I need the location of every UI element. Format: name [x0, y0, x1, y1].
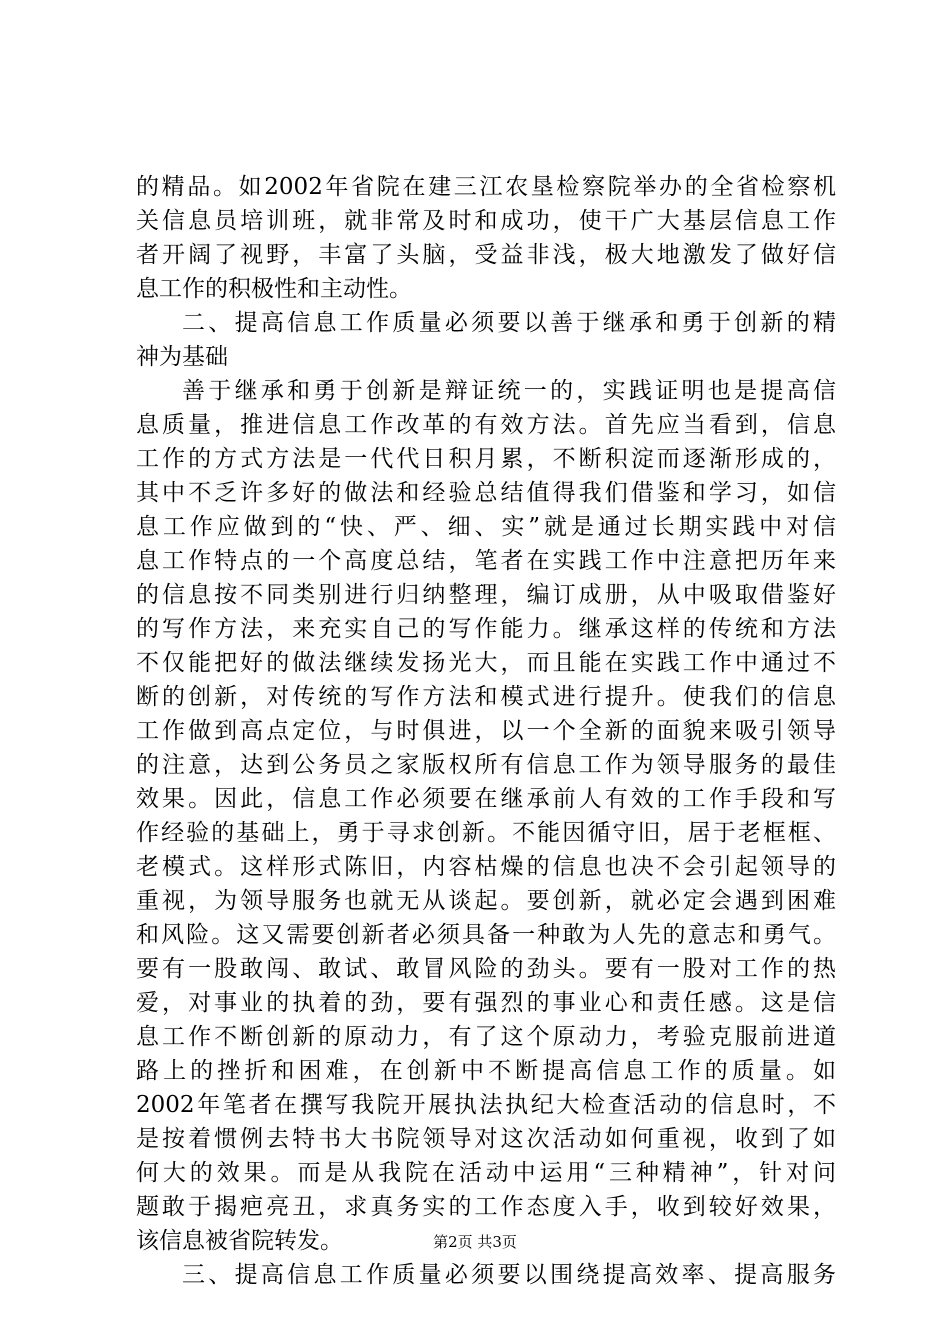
- text-line: 题敢于揭疤亮丑，求真务实的工作态度入手，收到较好效果，: [136, 1194, 836, 1220]
- text-line: 作经验的基础上，勇于寻求创新。不能因循守旧，居于老框框、: [136, 820, 836, 846]
- text-line: 何大的效果。而是从我院在活动中运用“三种精神”，针对问: [136, 1160, 836, 1186]
- text-line: 三、提高信息工作质量必须要以围绕提高效率、提高服务: [182, 1262, 836, 1288]
- text-line: 工作做到高点定位，与时俱进，以一个全新的面貌来吸引领导: [136, 718, 836, 744]
- text-line: 的精品。如2002年省院在建三江农垦检察院举办的全省检察机: [136, 174, 836, 200]
- text-line: 息工作的积极性和主动性。: [136, 276, 412, 302]
- text-line: 是按着惯例去特书大书院领导对这次活动如何重视，收到了如: [136, 1126, 836, 1152]
- text-line: 断的创新，对传统的写作方法和模式进行提升。使我们的信息: [136, 684, 836, 710]
- page-footer: 第2页 共3页: [433, 1233, 517, 1251]
- text-line: 不仅能把好的做法继续发扬光大，而且能在实践工作中通过不: [136, 650, 836, 676]
- text-line: 工作的方式方法是一代代日积月累，不断积淀而逐渐形成的，: [136, 446, 836, 472]
- text-line: 重视，为领导服务也就无从谈起。要创新，就必定会遇到困难: [136, 888, 836, 914]
- text-line: 爱，对事业的执着的劲，要有强烈的事业心和责任感。这是信: [136, 990, 836, 1016]
- text-line: 关信息员培训班，就非常及时和成功，使干广大基层信息工作: [136, 208, 836, 234]
- text-line: 神为基础: [136, 344, 228, 370]
- text-line: 的信息按不同类别进行归纳整理，编订成册，从中吸取借鉴好: [136, 582, 836, 608]
- text-line: 息质量，推进信息工作改革的有效方法。首先应当看到，信息: [136, 412, 836, 438]
- text-line: 息工作不断创新的原动力，有了这个原动力，考验克服前进道: [136, 1024, 836, 1050]
- text-line: 二、提高信息工作质量必须要以善于继承和勇于创新的精: [182, 310, 836, 336]
- text-line: 其中不乏许多好的做法和经验总结值得我们借鉴和学习，如信: [136, 480, 836, 506]
- text-line: 善于继承和勇于创新是辩证统一的，实践证明也是提高信: [182, 378, 836, 404]
- document-body: [136, 170, 836, 1292]
- text-line: 和风险。这又需要创新者必须具备一种敢为人先的意志和勇气。: [136, 922, 836, 948]
- text-line: 该信息被省院转发。: [136, 1228, 343, 1254]
- text-line: 老模式。这样形式陈旧，内容枯燥的信息也决不会引起领导的: [136, 854, 836, 880]
- text-line: 的注意，达到公务员之家版权所有信息工作为领导服务的最佳: [136, 752, 836, 778]
- text-line: 者开阔了视野，丰富了头脑，受益非浅，极大地激发了做好信: [136, 242, 836, 268]
- text-line: 路上的挫折和困难，在创新中不断提高信息工作的质量。如: [136, 1058, 836, 1084]
- text-line: 要有一股敢闯、敢试、敢冒风险的劲头。要有一股对工作的热: [136, 956, 836, 982]
- text-line: 息工作应做到的“快、严、细、实”就是通过长期实践中对信: [136, 514, 836, 540]
- text-line: 息工作特点的一个高度总结，笔者在实践工作中注意把历年来: [136, 548, 836, 574]
- text-line: 2002年笔者在撰写我院开展执法执纪大检查活动的信息时，不: [136, 1092, 836, 1118]
- text-line: 效果。因此，信息工作必须要在继承前人有效的工作手段和写: [136, 786, 836, 812]
- text-line: 的写作方法，来充实自己的写作能力。继承这样的传统和方法: [136, 616, 836, 642]
